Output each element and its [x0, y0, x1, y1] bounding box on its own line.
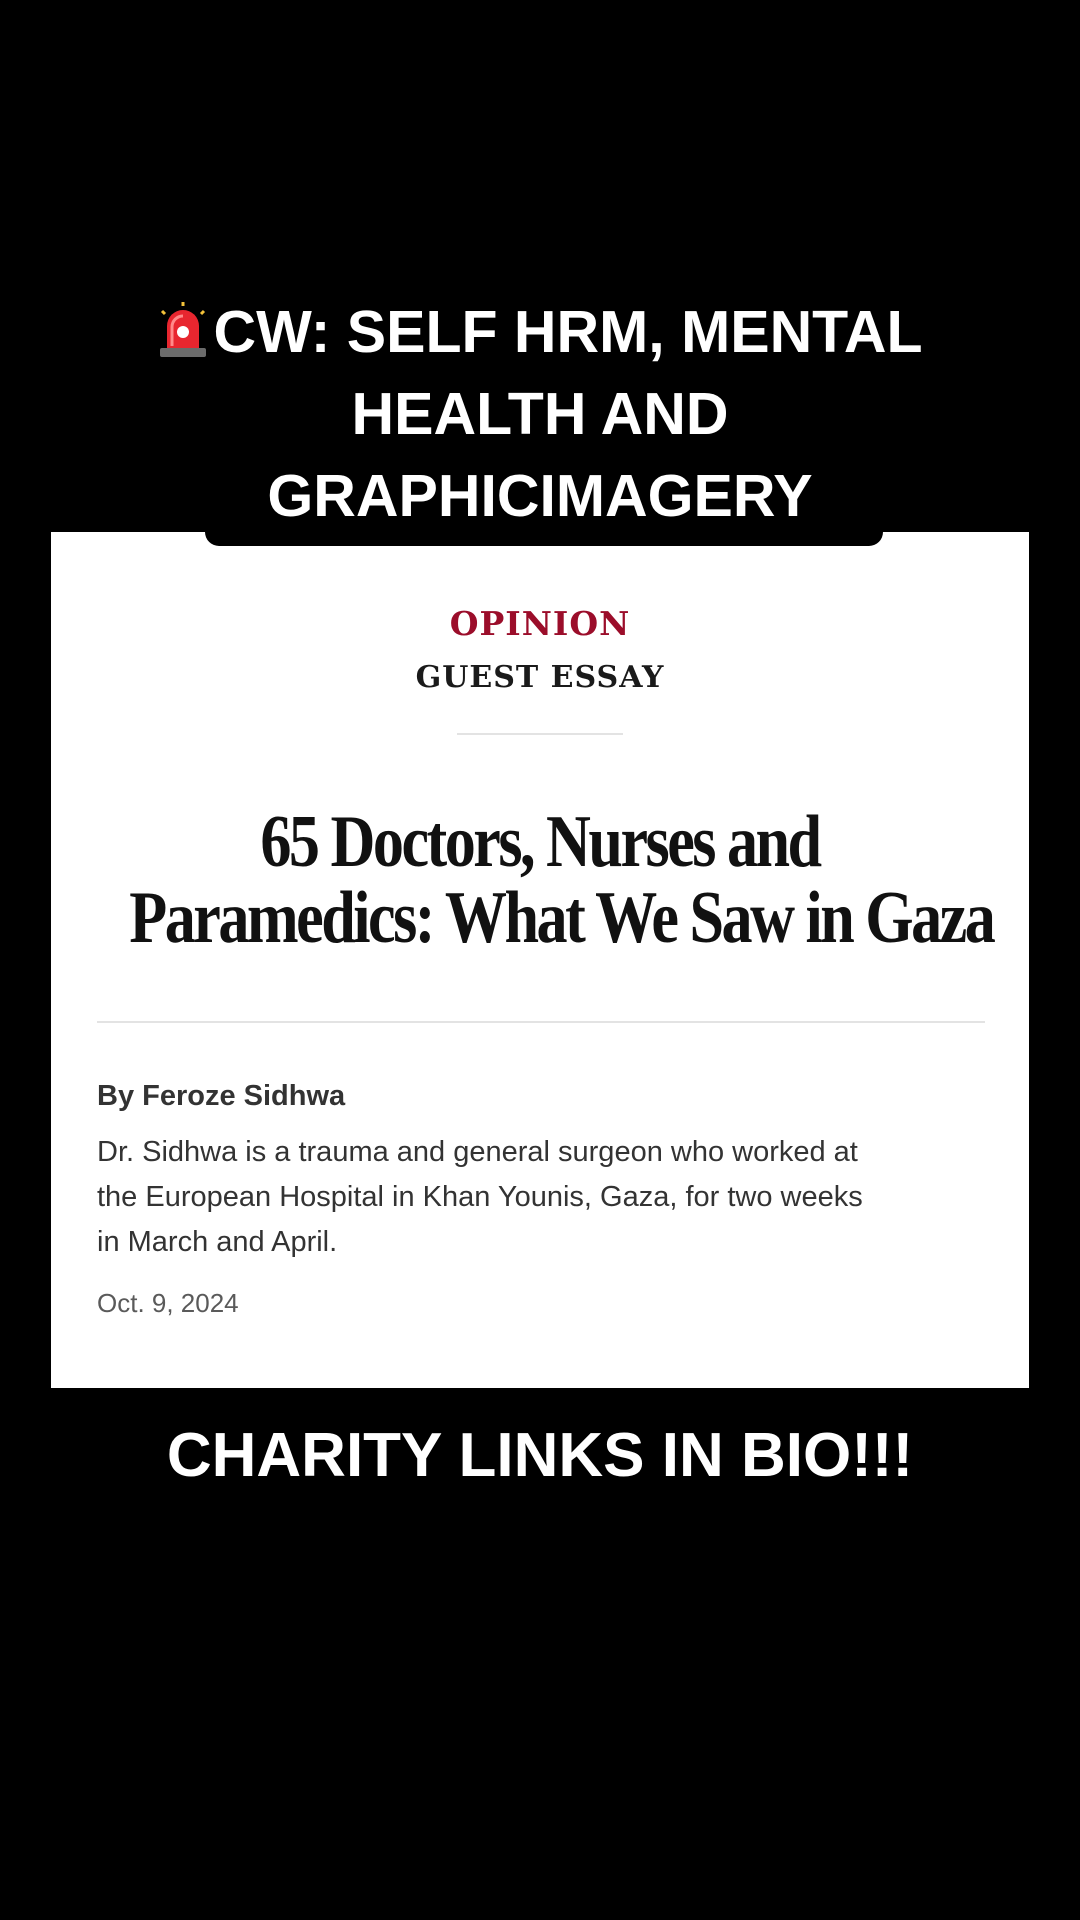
publish-date: Oct. 9, 2024 [97, 1288, 239, 1318]
caption-text: CW: SELF HRM, MENTAL [213, 299, 923, 365]
divider-long [97, 1021, 985, 1023]
content-warning-caption [0, 298, 1080, 548]
article-card [51, 532, 1029, 1388]
bio-line: the European Hospital in Khan Younis, Gaza, for two weeks [97, 1181, 863, 1213]
author-bio [97, 1130, 997, 1265]
bio-line: in March and April. [97, 1226, 338, 1258]
siren-icon [157, 302, 209, 358]
charity-caption: CHARITY LINKS IN BIO!!! [166, 1421, 914, 1490]
headline-line: 65 Doctors, Nurses and [260, 801, 820, 883]
byline: By Feroze Sidhwa [97, 1080, 346, 1112]
headline-line: Paramedics: What We Saw in Gaza [129, 877, 994, 959]
bio-line: Dr. Sidhwa is a trauma and general surgeon who worked at [97, 1136, 858, 1168]
section-label: OPINION [449, 604, 631, 643]
divider-short [457, 733, 623, 735]
caption-line: GRAPHICIMAGERY [267, 463, 813, 529]
article-headline [129, 801, 994, 959]
caption-line [0, 298, 1080, 366]
kicker-label: GUEST ESSAY [415, 660, 665, 695]
caption-line: HEALTH AND [351, 381, 729, 447]
